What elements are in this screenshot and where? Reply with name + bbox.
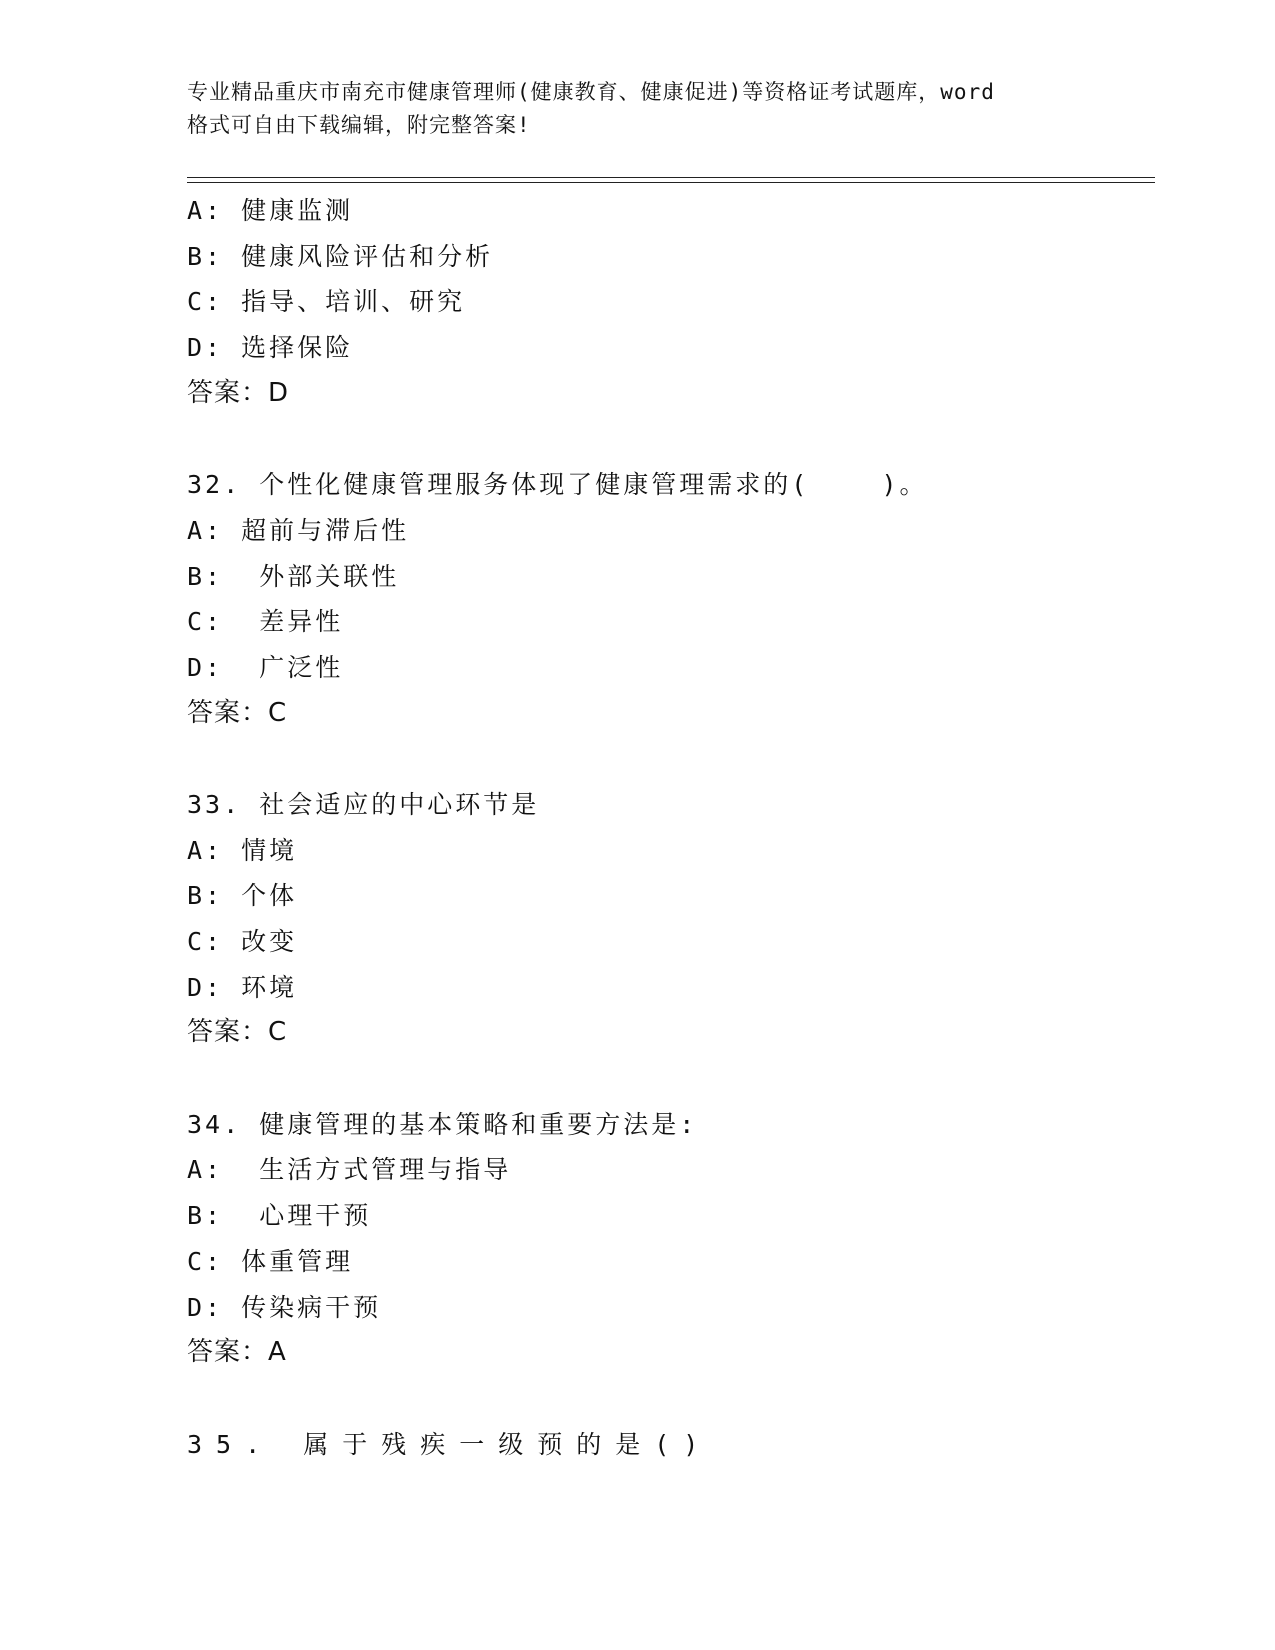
question-text: 33. 社会适应的中心环节是 [187,789,540,819]
option-c: C: 改变 [187,927,298,956]
option-b: B: 外部关联性 [187,561,400,591]
header-divider-top [187,177,1155,178]
option-d: D: 广泛性 [187,652,344,682]
option-d: D: 环境 [187,972,298,1002]
question-text: 32. 个性化健康管理服务体现了健康管理需求的( )。 [187,470,928,500]
spacer [187,1056,1155,1102]
spacer [187,1376,1155,1422]
option-d: D: 选择保险 [187,333,354,363]
question-32 [187,462,1155,736]
option-c: C: 差异性 [187,607,344,637]
spacer [187,736,1155,782]
answer: 答案：A [187,1337,287,1368]
header-line-2: 格式可自由下载编辑，附完整答案! [187,113,531,137]
question-list [187,188,1155,1467]
option-a: A: 情境 [187,835,298,865]
option-a: A: 健康监测 [187,196,354,225]
question-33 [187,782,1155,1056]
answer: 答案：D [187,377,290,408]
option-c: C: 体重管理 [187,1246,354,1276]
option-a: A: 生活方式管理与指导 [187,1155,512,1185]
question-31 [187,188,1155,416]
answer: 答案：C [187,1017,288,1048]
document-header [187,76,1087,142]
option-b: B: 健康风险评估和分析 [187,241,494,271]
option-c: C: 指导、培训、研究 [187,287,466,317]
spacer [187,416,1155,462]
question-35 [187,1422,1155,1468]
header-line-1: 专业精品重庆市南充市健康管理师(健康教育、健康促进)等资格证考试题库，word [187,80,995,104]
option-b: B: 个体 [187,881,298,911]
header-divider-bottom [187,182,1155,183]
answer: 答案：C [187,697,288,728]
option-b: B: 心理干预 [187,1201,372,1231]
option-d: D: 传染病干预 [187,1292,382,1322]
option-a: A: 超前与滞后性 [187,515,410,545]
question-text: 35. 属于残疾一级预的是() [187,1429,713,1459]
question-text: 34. 健康管理的基本策略和重要方法是: [187,1109,698,1139]
question-34 [187,1102,1155,1376]
